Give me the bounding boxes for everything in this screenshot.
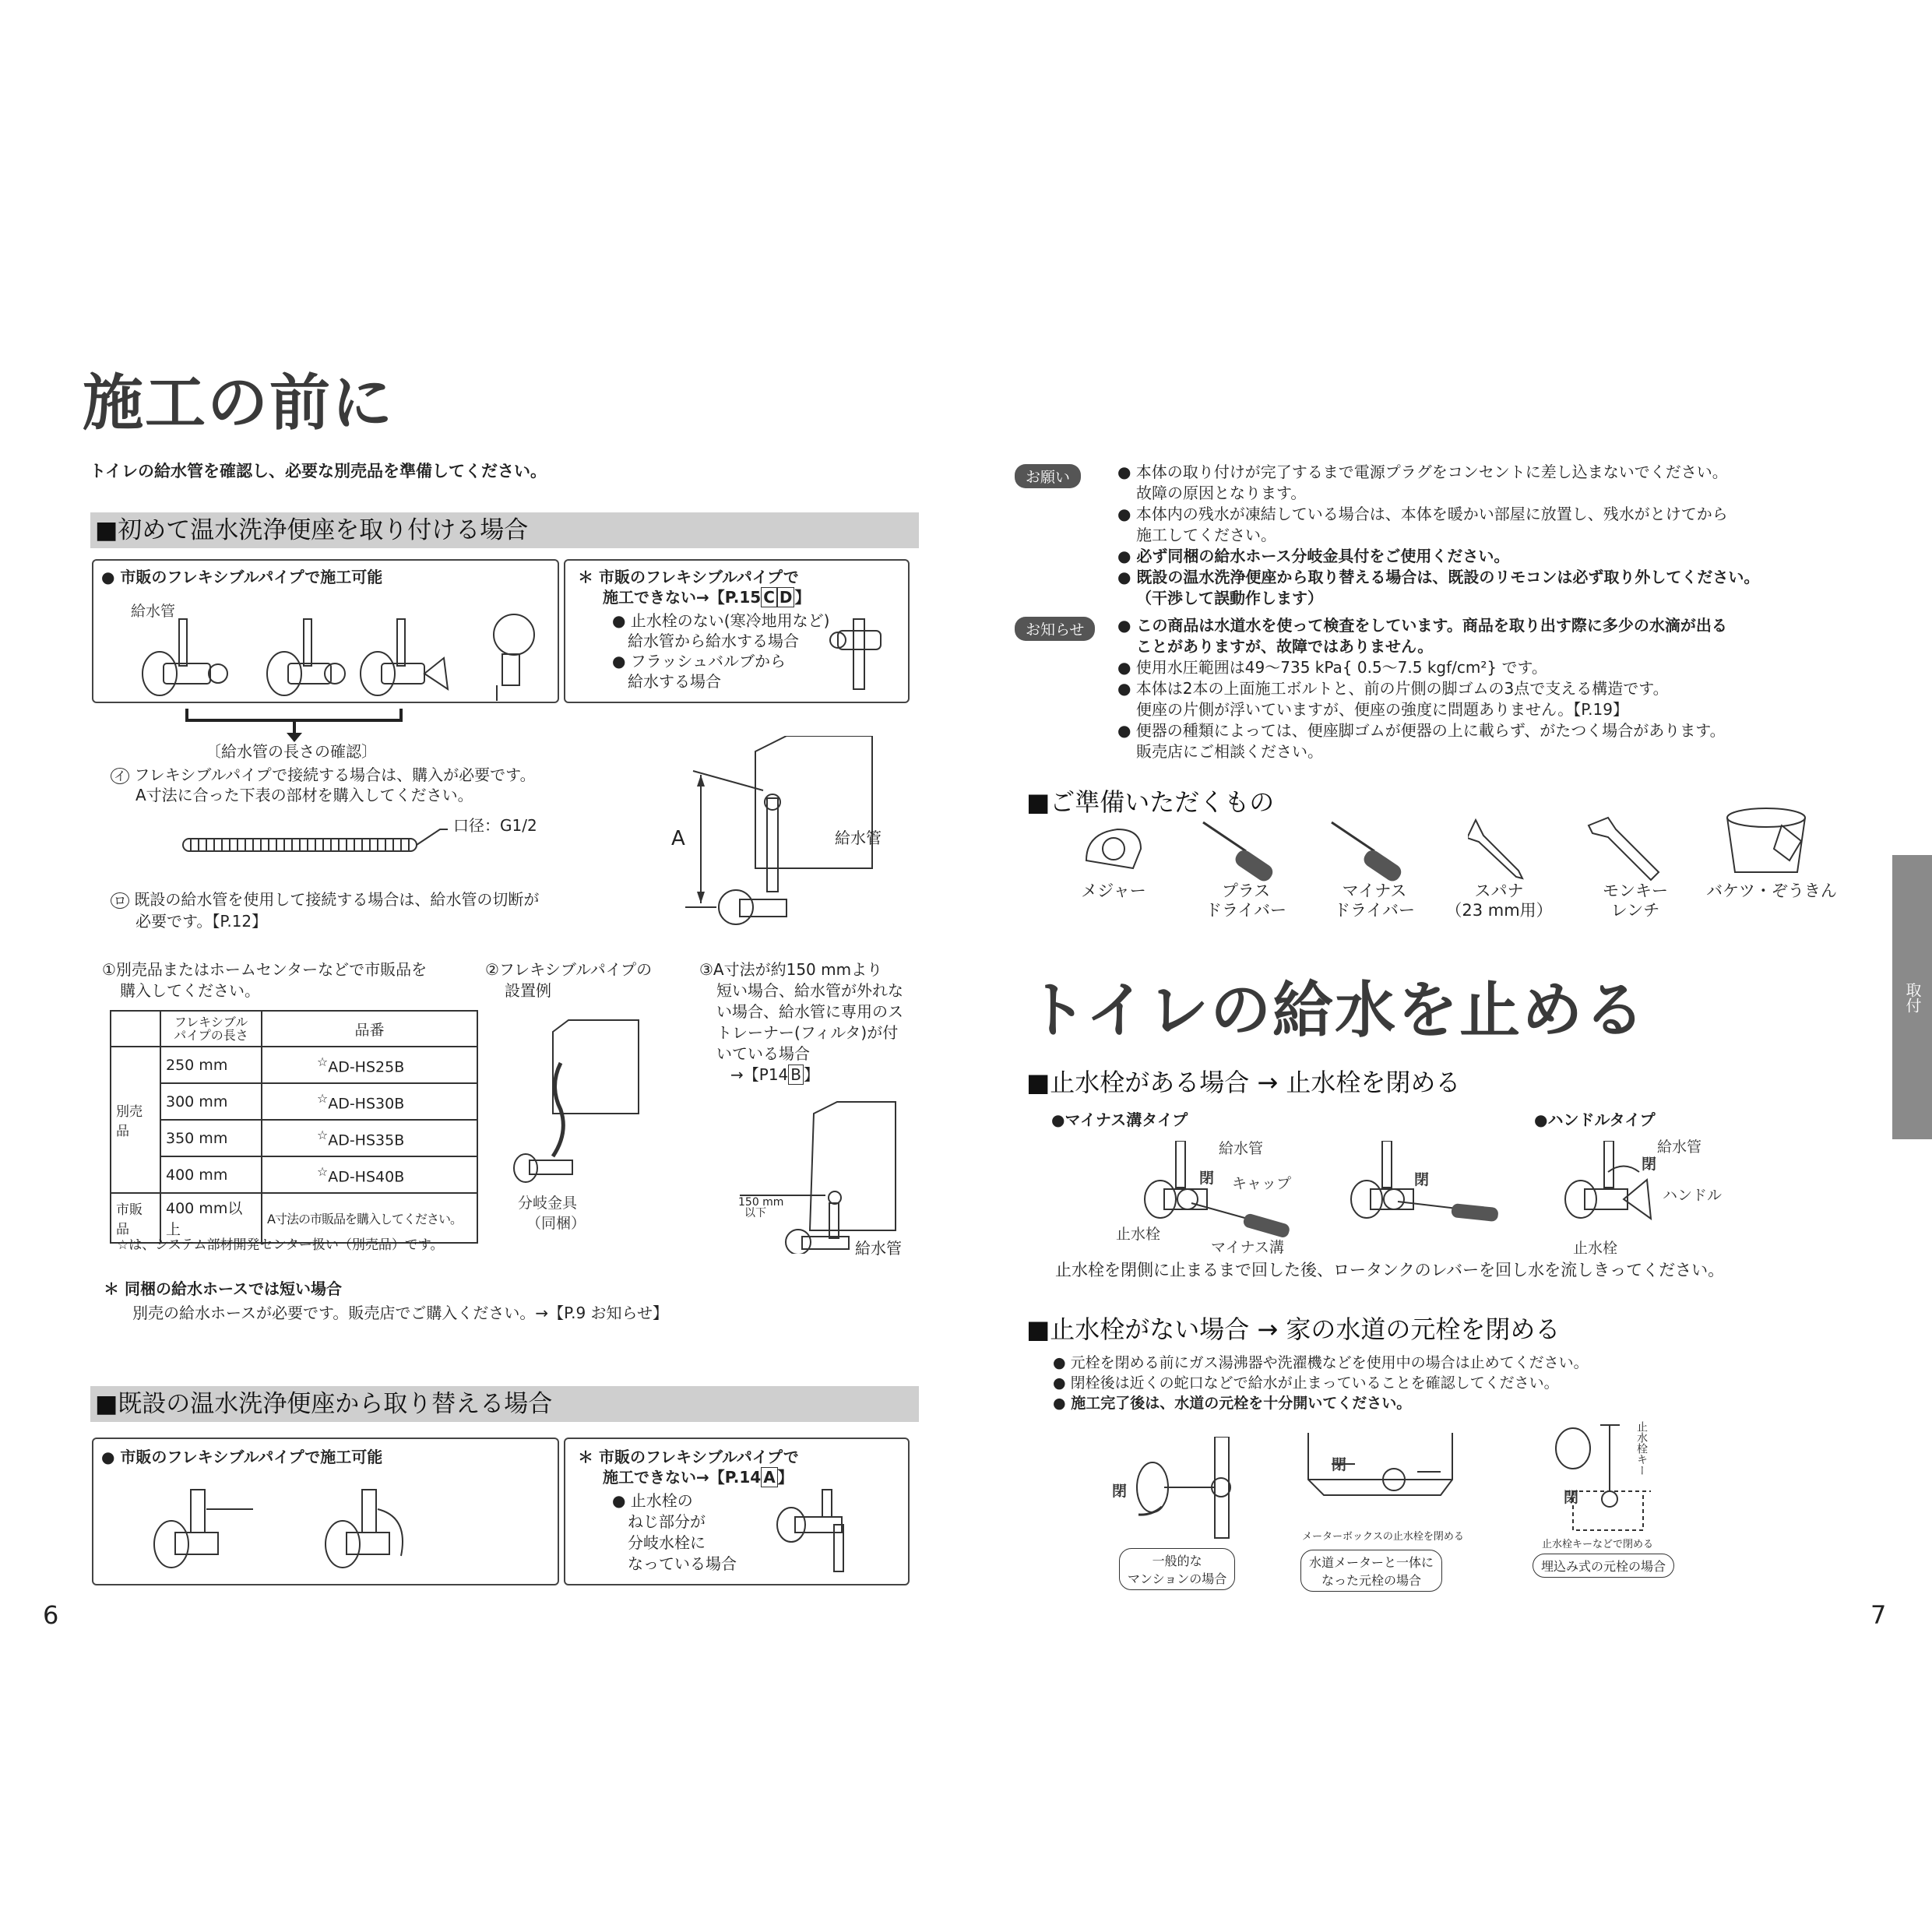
box2-ng-text: 施工できない→【P.14 (603, 1468, 762, 1487)
valve-label-2: 止水栓 (1573, 1240, 1618, 1257)
tool-name: スパナ (1474, 882, 1524, 900)
sec-no-valve-heading: ■止水栓がない場合 → 家の水道の元栓を閉める (1026, 1314, 1561, 1344)
tool-name: メジャー (1081, 882, 1146, 900)
req-line: 故障の原因となります。 (1136, 484, 1307, 502)
req-line: （干渉して誤動作します） (1136, 589, 1323, 607)
tape-measure-icon (1079, 822, 1149, 876)
ng-line2 (603, 587, 810, 608)
close-label-4: 閉 (1112, 1483, 1128, 1500)
ro-text2: 必要です。【P.12】 (135, 912, 268, 931)
req-line: ● 本体の取り付けが完了するまで電源プラグをコンセントに差し込まないでください。 (1117, 463, 1728, 481)
table-row5-part: A寸法の市販品を購入してください。 (262, 1193, 477, 1243)
tool-name2: レンチ (1610, 901, 1660, 920)
note3 (699, 959, 903, 1086)
phillips-screwdriver-icon (1195, 816, 1289, 882)
table-row-part (262, 1120, 477, 1156)
star: ☆ (317, 1127, 329, 1142)
box-flexible-ok (92, 559, 559, 703)
tool-name: バケツ・ぞうきん (1706, 882, 1837, 900)
handle-label: ハンドル (1663, 1187, 1723, 1204)
c2b: なった元栓の場合 (1321, 1573, 1422, 1588)
apartment-valve-diagram (1121, 1437, 1254, 1542)
valve-label-1: 止水栓 (1116, 1226, 1161, 1243)
section-heading-replace: ■既設の温水洗浄便座から取り替える場合 (90, 1386, 919, 1422)
info-line: ● 便器の種類によっては、便座脚ゴムが便器の上に載らず、がたつく場合があります。 (1117, 721, 1726, 740)
close-label-3: 閉 (1642, 1156, 1657, 1173)
pipe-label: 給水管 (131, 603, 176, 620)
close-label-2: 閉 (1414, 1171, 1430, 1188)
item-ro (111, 889, 539, 911)
meter-note: メーターボックスの止水栓を閉める (1302, 1531, 1464, 1543)
type-handle: ●ハンドルタイプ (1534, 1110, 1656, 1129)
star: ☆ (317, 1090, 329, 1106)
dimension-a: A (671, 827, 685, 850)
note3-l3: い場合、給水管に専用のス (716, 1002, 903, 1021)
c1a: 一般的な (1152, 1554, 1202, 1568)
group-market: 市販品 (111, 1193, 160, 1243)
box2-ng-line2 (603, 1467, 794, 1488)
box2-ok-label: ● 市販のフレキシブルパイプで施工可能 (101, 1448, 383, 1466)
ro-mark: ロ (111, 892, 129, 909)
ng-item1b: 給水管から給水する場合 (628, 632, 799, 650)
ng-item1a: ● 止水栓のない(寒冷地用など) (612, 611, 830, 630)
tool-name2: （23 mm用） (1445, 901, 1553, 920)
note3-l2: 短い場合、給水管が外れな (716, 981, 903, 1000)
h1a: フレキシブル (174, 1015, 248, 1029)
h1b: パイプの長さ (174, 1028, 248, 1043)
tank-pipe-label: 給水管 (835, 829, 882, 847)
bullet-1: ● 元栓を閉める前にガス湯沸器や洗濯機などを使用中の場合は止めてください。 (1053, 1354, 1589, 1371)
bullet-2: ● 閉栓後は近くの蛇口などで給水が止まっていることを確認してください。 (1053, 1374, 1559, 1392)
flexible-pipe-illustration (175, 822, 448, 860)
ref-b: B (788, 1065, 804, 1085)
ng-item2a: ● フラッシュバルブから (612, 652, 787, 670)
ng-line2-close: 】 (794, 588, 811, 607)
group-accessory: 別売品 (111, 1047, 160, 1193)
spanner-icon (1468, 816, 1530, 882)
tool-flathead (1316, 882, 1433, 920)
tool-name: プラス (1221, 882, 1271, 900)
info-line: 便座の片側が浮いていますが、便座の強度に問題ありません。【P.19】 (1136, 700, 1628, 719)
star: ☆ (317, 1054, 329, 1069)
hose-heading: ＊ 同梱の給水ホースでは短い場合 (104, 1279, 342, 1298)
tool-bucket (1701, 882, 1842, 901)
tool-name2: ドライバー (1205, 901, 1286, 920)
callout-embedded: 埋込み式の元栓の場合 (1533, 1554, 1674, 1578)
note3-l4: トレーナー(フィルタ)が付 (716, 1023, 899, 1042)
tool-spanner (1441, 882, 1557, 920)
item-i (111, 765, 536, 787)
page-number-right: 7 (1870, 1600, 1887, 1630)
branch-label: 分岐金具 (518, 1195, 578, 1212)
table-row-part (262, 1047, 477, 1083)
box2-flexible-ng (564, 1438, 910, 1585)
box-flexible-ng (564, 559, 910, 703)
branch-valve-illustrations (132, 1478, 522, 1579)
box2-ng-line1: ＊ 市販のフレキシブルパイプで (578, 1448, 799, 1466)
valve-illustrations (125, 607, 553, 701)
install-example-diagram (506, 1016, 646, 1195)
strainer-pipe-label: 給水管 (855, 1239, 902, 1258)
table-row5-len: 400 mm以上 (160, 1193, 262, 1243)
dim150b: 以下 (744, 1207, 766, 1219)
table-corner (111, 1011, 160, 1047)
branch-faucet-illustration (768, 1486, 900, 1579)
pipe-label-r1: 給水管 (1219, 1140, 1264, 1157)
note1b: 購入してください。 (120, 981, 260, 1000)
notice-badge: お知らせ (1015, 617, 1095, 641)
table-row-part (262, 1083, 477, 1120)
part-no: AD-HS30B (328, 1095, 405, 1113)
box2-ng-item: ねじ部分が (628, 1512, 706, 1531)
close-label-5: 閉 (1332, 1456, 1347, 1473)
part-no: AD-HS35B (328, 1131, 405, 1149)
flush-valve-illustration (822, 615, 900, 693)
table-header-part: 品番 (262, 1011, 477, 1047)
ng-line1: ＊ 市販のフレキシブルパイプで (578, 568, 799, 586)
table-footnote: ☆は、システム部材開発センター扱い（別売品）です。 (117, 1237, 444, 1253)
close-label-6: 閉 (1564, 1489, 1579, 1506)
box2-ng-close: 】 (777, 1468, 794, 1487)
meter-box-diagram (1300, 1433, 1456, 1526)
main-valve-bullets (1053, 1353, 1589, 1413)
callout-apartment (1119, 1548, 1235, 1590)
box2-flexible-ok (92, 1438, 559, 1585)
type-groove: ●マイナス溝タイプ (1051, 1110, 1188, 1129)
info-line: 販売店にご相談ください。 (1136, 742, 1323, 761)
groove-label: マイナス溝 (1211, 1239, 1284, 1256)
groove-valve-diagram-2 (1336, 1141, 1503, 1242)
adjustable-wrench-icon (1581, 810, 1666, 884)
note2a: ②フレキシブルパイプの (485, 960, 653, 979)
page-number-left: 6 (43, 1600, 59, 1630)
key-label: 止水栓キー (1635, 1421, 1648, 1476)
table-row-len: 300 mm (160, 1083, 262, 1120)
note3-ref (699, 1065, 903, 1086)
notice-list (1117, 615, 1727, 762)
box2-ng-items (612, 1490, 737, 1575)
callout-meter (1300, 1550, 1442, 1592)
req-line: 施工してください。 (1136, 526, 1276, 544)
valve-instruction: 止水栓を閉側に止まるまで回した後、ロータンクのレバーを回し水を流しきってください。 (1055, 1261, 1725, 1279)
tool-name: マイナス (1342, 882, 1407, 900)
table-row-len: 250 mm (160, 1047, 262, 1083)
ref-d: D (777, 587, 795, 607)
page-title-right: トイレの給水を止める (1026, 976, 1647, 1046)
i-text1: フレキシブルパイプで接続する場合は、購入が必要です。 (134, 765, 536, 784)
tool-name2: ドライバー (1334, 901, 1415, 920)
note3-ref-text: →【P14 (730, 1065, 789, 1084)
table-row-part (262, 1156, 477, 1193)
side-tab: 取付 (1892, 855, 1932, 1139)
part-no: AD-HS25B (328, 1058, 405, 1076)
note3-ref-close: 】 (804, 1065, 820, 1084)
sec-has-valve-heading: ■止水栓がある場合 → 止水栓を閉める (1026, 1068, 1461, 1097)
prep-heading: ■ご準備いただくもの (1026, 787, 1275, 817)
bullet-3: ● 施工完了後は、水道の元栓を十分開いてください。 (1053, 1395, 1412, 1412)
tool-tape (1063, 882, 1164, 901)
strainer-diagram (732, 1098, 899, 1254)
req-line: ● 既設の温水洗浄便座から取り替える場合は、既設のリモコンは必ず取り外してください。 (1117, 568, 1760, 586)
tool-name: モンキー (1603, 882, 1668, 900)
c2a: 水道メーターと一体に (1309, 1555, 1434, 1570)
cap-label: キャップ (1232, 1175, 1292, 1192)
request-list (1117, 462, 1759, 609)
dim150 (738, 1197, 783, 1219)
close-label-1: 閉 (1199, 1170, 1215, 1187)
note2b: 設置例 (505, 981, 551, 1000)
i-text2: A寸法に合った下表の部材を購入してください。 (135, 786, 473, 804)
note1a: ①別売品またはホームセンターなどで市販品を (102, 960, 428, 979)
ref-c: C (761, 587, 777, 607)
info-line: ことがありますが、故障ではありません。 (1136, 637, 1434, 656)
part-no: AD-HS40B (328, 1168, 405, 1186)
c1b: マンションの場合 (1128, 1571, 1227, 1586)
pipe-label-r2: 給水管 (1657, 1138, 1702, 1156)
note3-l1: ③A寸法が約150 mmより (699, 960, 883, 979)
table-header-length (160, 1011, 262, 1047)
parts-table (110, 1010, 478, 1244)
note3-l5: いている場合 (716, 1044, 810, 1063)
key-note: 止水栓キーなどで閉める (1542, 1539, 1654, 1550)
ref-a: A (761, 1467, 777, 1487)
table-row-len: 350 mm (160, 1120, 262, 1156)
box2-ng-item: なっている場合 (628, 1554, 737, 1573)
length-check: 〔給水管の長さの確認〕 (206, 742, 377, 761)
ro-text1: 既設の給水管を使用して接続する場合は、給水管の切断が (134, 890, 540, 909)
info-line: ● この商品は水道水を使って検査をしています。商品を取り出す際に多少の水滴が出る (1117, 616, 1727, 635)
req-line: ● 本体内の残水が凍結している場合は、本体を暖かい部屋に放置し、残水がとけてから (1117, 505, 1728, 523)
i-mark: イ (111, 768, 129, 784)
section-heading-first-install: ■初めて温水洗浄便座を取り付ける場合 (90, 512, 919, 548)
page-title-left: 施工の前に (83, 368, 395, 438)
star: ☆ (317, 1163, 329, 1179)
req-line: ● 必ず同梱の給水ホース分岐金具付をご使用ください。 (1117, 547, 1510, 565)
ng-line2-text: 施工できない→【P.15 (603, 588, 762, 607)
info-line: ● 使用水圧範囲は49～735 kPa{ 0.5～7.5 kgf/cm²} です。 (1117, 658, 1547, 677)
dim150a: 150 mm (738, 1196, 784, 1209)
bracket-arrow (179, 705, 413, 744)
table-row-len: 400 mm (160, 1156, 262, 1193)
tool-wrench (1577, 882, 1694, 920)
diameter-label: 口径：G1/2 (453, 816, 537, 835)
box2-ng-item: 分岐水栓に (628, 1533, 706, 1552)
bucket-icon (1719, 802, 1817, 880)
intro-text: トイレの給水管を確認し、必要な別売品を準備してください。 (90, 462, 547, 480)
info-line: ● 本体は2本の上面施工ボルトと、前の片側の脚ゴムの3点で支える構造です。 (1117, 679, 1669, 698)
tool-phillips (1188, 882, 1304, 920)
request-badge: お願い (1015, 464, 1081, 488)
flathead-screwdriver-icon (1324, 816, 1417, 882)
hose-text: 別売の給水ホースが必要です。販売店でご購入ください。→【P.9 お知らせ】 (132, 1304, 668, 1322)
box2-ng-item: ● 止水栓の (612, 1491, 693, 1510)
branch-label2: （同梱） (526, 1215, 586, 1232)
box-ok-label: ● 市販のフレキシブルパイプで施工可能 (101, 568, 383, 586)
ng-item2b: 給水する場合 (628, 672, 721, 691)
